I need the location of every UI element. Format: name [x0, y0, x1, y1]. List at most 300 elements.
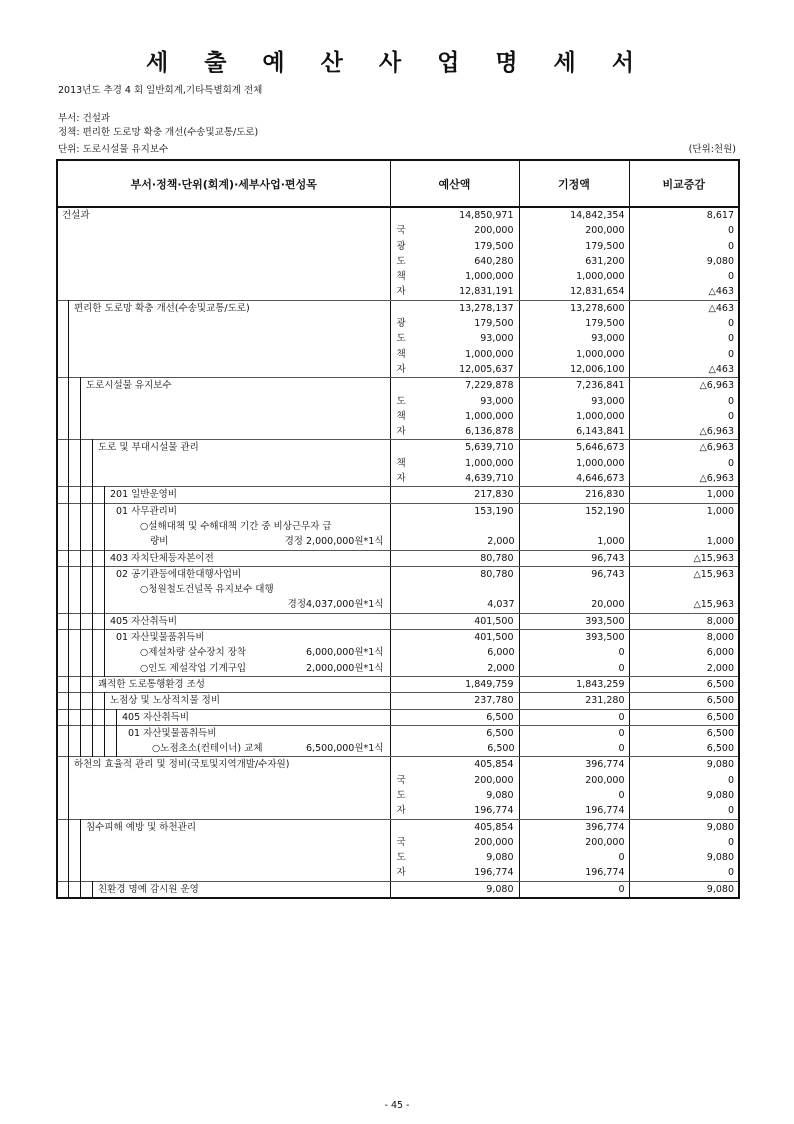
row-label: 건설과: [62, 210, 90, 221]
detail-spacer: [520, 582, 629, 597]
row-label-cell: [57, 566, 390, 613]
table-row: [57, 676, 739, 692]
difference-value: 9,080: [706, 852, 734, 864]
previous-cell: [519, 819, 629, 881]
previous-value: 12,831,654: [570, 286, 625, 298]
difference-value: 6,500: [706, 727, 734, 739]
fund-code: 자: [396, 426, 406, 438]
header-difference: 비교증감: [629, 160, 739, 207]
page-title: 세 출 예 산 사 업 명 세 서: [145, 50, 649, 76]
previous-value: 216,830: [585, 489, 625, 501]
previous-value: 231,280: [585, 695, 625, 707]
row-label-cell: [57, 613, 390, 629]
detail-amount-formula: 2,000,000원*1식: [306, 662, 384, 674]
detail-text: ○인도 제설작업 기계구입: [140, 662, 247, 674]
budget-value: 9,080: [486, 852, 514, 864]
detail-value: 1,000: [706, 536, 734, 548]
table-row: [57, 487, 739, 503]
row-label: 편리한 도로망 확충 개선(수송및교통/도로): [74, 302, 250, 314]
detail-spacer: [391, 519, 519, 534]
fund-line: [391, 803, 519, 818]
fund-code: 국: [396, 225, 406, 237]
previous-value: 12,006,100: [570, 363, 625, 375]
previous-value: 96,743: [591, 568, 625, 580]
difference-value: 0: [727, 271, 734, 283]
table-row: [57, 881, 739, 898]
difference-value: 0: [727, 867, 734, 879]
previous-cell: [519, 566, 629, 613]
detail-spacer: [630, 582, 739, 597]
detail-value: 0: [618, 662, 625, 674]
row-label-cell: [57, 757, 390, 819]
detail-text: ○설해대책 및 수해대책 기간 중 비상근무자 급: [140, 520, 332, 532]
difference-cell: [629, 550, 739, 566]
budget-value: 179,500: [474, 240, 514, 252]
detail-spacer: [391, 582, 519, 597]
budget-value: 200,000: [474, 225, 514, 237]
previous-value: 152,190: [585, 505, 625, 517]
row-detail: [58, 534, 390, 549]
difference-value: △463: [708, 286, 734, 298]
table-header-row: [57, 160, 739, 207]
unit-note: (단위:천원): [688, 144, 736, 155]
previous-value: 196,774: [585, 867, 625, 879]
difference-value: 9,080: [706, 255, 734, 267]
budget-cell: [390, 676, 519, 692]
budget-value: 7,229,878: [465, 380, 514, 392]
row-label-cell: [57, 487, 390, 503]
fund-line: [391, 487, 519, 502]
table-row: [57, 819, 739, 881]
detail-value: 20,000: [591, 599, 625, 611]
page-number: - 45 -: [384, 1100, 410, 1111]
detail-text: ○제설차량 살수장치 장착: [140, 647, 247, 659]
budget-value: 5,639,710: [465, 442, 514, 454]
fund-code: 책: [396, 271, 406, 283]
difference-value: 0: [727, 395, 734, 407]
row-label: 쾌적한 도로통행환경 조성: [98, 678, 205, 690]
row-label-cell: [57, 725, 390, 757]
difference-cell: [629, 881, 739, 898]
table-row: [57, 693, 739, 709]
header-previous: 기정액: [519, 160, 629, 207]
detail-value: 2,000: [487, 662, 515, 674]
difference-cell: [629, 487, 739, 503]
subtitle: 2013년도 추경 4 회 일반회계,기타특별회계 전체: [58, 85, 263, 96]
row-detail: [58, 519, 390, 534]
header-category: 부서·정책·단위(회계)·세부사업·편성목: [57, 160, 390, 207]
budget-value: 196,774: [474, 805, 514, 817]
previous-value: 1,000,000: [576, 457, 625, 469]
fund-line: [391, 316, 519, 331]
fund-line: [391, 471, 519, 486]
difference-value: 9,080: [706, 789, 734, 801]
table-row: [57, 613, 739, 629]
detail-text: 량비: [150, 536, 169, 548]
difference-cell: [629, 378, 739, 440]
fund-line: [391, 551, 519, 566]
budget-value: 405,854: [474, 759, 514, 771]
difference-cell: [629, 819, 739, 881]
budget-table: [56, 159, 740, 899]
fund-line: [391, 820, 519, 835]
fund-line: [391, 865, 519, 880]
previous-cell: [519, 709, 629, 725]
budget-value: 14,850,971: [459, 210, 514, 221]
difference-cell: [629, 566, 739, 613]
fund-line: [391, 773, 519, 788]
row-label: 403 자치단체등자본이전: [110, 552, 214, 564]
fund-line: [391, 882, 519, 897]
previous-value: 179,500: [585, 240, 625, 252]
difference-value: △6,963: [699, 426, 734, 438]
detail-text: ○노점초소(컨테이너) 교체: [152, 743, 263, 755]
budget-cell: [390, 613, 519, 629]
difference-cell: [629, 725, 739, 757]
fund-line: [391, 710, 519, 725]
detail-value: 6,500: [706, 743, 734, 755]
fund-line: [391, 630, 519, 645]
previous-cell: [519, 440, 629, 487]
difference-cell: [629, 440, 739, 487]
budget-value: 13,278,137: [459, 302, 514, 314]
row-label: 도로 및 부대시설물 관리: [98, 442, 199, 454]
row-label-cell: [57, 693, 390, 709]
fund-line: [391, 347, 519, 362]
budget-cell: [390, 550, 519, 566]
row-detail: [58, 582, 390, 597]
difference-cell: [629, 300, 739, 377]
fund-line: [391, 850, 519, 865]
difference-value: △6,963: [699, 442, 734, 454]
difference-value: 0: [727, 240, 734, 252]
difference-value: 0: [727, 774, 734, 786]
previous-cell: [519, 725, 629, 757]
detail-amount-formula: 경정 2,000,000원*1식: [284, 536, 384, 548]
budget-value: 12,005,637: [459, 363, 514, 375]
row-label: 405 자산취득비: [110, 615, 178, 627]
fund-code: 자: [396, 867, 406, 879]
previous-cell: [519, 757, 629, 819]
budget-cell: [390, 207, 519, 300]
budget-value: 200,000: [474, 774, 514, 786]
table-row: [57, 709, 739, 725]
table-row: [57, 503, 739, 550]
difference-cell: [629, 630, 739, 677]
fund-line: [391, 254, 519, 269]
budget-value: 200,000: [474, 836, 514, 848]
fund-line: [391, 269, 519, 284]
table-row: [57, 207, 739, 300]
difference-cell: [629, 709, 739, 725]
detail-value: 2,000: [706, 662, 734, 674]
budget-cell: [390, 300, 519, 377]
previous-value: 393,500: [585, 615, 625, 627]
difference-value: 1,000: [706, 505, 734, 517]
difference-value: 8,000: [706, 632, 734, 644]
table-row: [57, 725, 739, 757]
detail-value: 1,000: [597, 536, 625, 548]
dept-line: 부서: 건설과: [58, 113, 111, 124]
row-detail: [58, 741, 390, 756]
budget-cell: [390, 881, 519, 898]
table-row: [57, 630, 739, 677]
detail-amount-formula: 6,500,000원*1식: [306, 743, 384, 755]
budget-cell: [390, 819, 519, 881]
previous-value: 96,743: [591, 552, 625, 564]
detail-value: 6,000: [706, 647, 734, 659]
budget-cell: [390, 378, 519, 440]
previous-value: 196,774: [585, 805, 625, 817]
detail-value: 4,037: [487, 599, 515, 611]
previous-value: 7,236,841: [576, 380, 625, 392]
budget-value: 237,780: [474, 695, 514, 707]
fund-code: 자: [396, 805, 406, 817]
budget-value: 1,000,000: [465, 457, 514, 469]
difference-value: 0: [727, 225, 734, 237]
fund-line: [391, 440, 519, 455]
row-label-cell: [57, 676, 390, 692]
previous-cell: [519, 630, 629, 677]
difference-value: 6,500: [706, 711, 734, 723]
previous-value: 0: [618, 711, 625, 723]
row-label: 침수피해 예방 및 하천관리: [86, 821, 197, 833]
difference-value: 0: [727, 457, 734, 469]
previous-value: 396,774: [585, 759, 625, 771]
fund-code: 국: [396, 836, 406, 848]
fund-line: [391, 301, 519, 316]
detail-value: 0: [618, 647, 625, 659]
difference-cell: [629, 676, 739, 692]
previous-value: 0: [618, 789, 625, 801]
previous-value: 393,500: [585, 632, 625, 644]
difference-value: △15,963: [693, 552, 734, 564]
previous-value: 5,646,673: [576, 442, 625, 454]
fund-line: [391, 757, 519, 772]
previous-value: 179,500: [585, 318, 625, 330]
fund-line: [391, 726, 519, 741]
difference-value: 9,080: [706, 821, 734, 833]
difference-value: △6,963: [699, 473, 734, 485]
difference-cell: [629, 613, 739, 629]
budget-cell: [390, 693, 519, 709]
difference-value: 0: [727, 410, 734, 422]
fund-line: [391, 835, 519, 850]
unit-name-line: 단위: 도로시설물 유지보수: [58, 144, 169, 155]
header-budget: 예산액: [390, 160, 519, 207]
difference-cell: [629, 503, 739, 550]
previous-value: 200,000: [585, 836, 625, 848]
table-row: [57, 440, 739, 487]
previous-cell: [519, 550, 629, 566]
difference-value: 6,500: [706, 695, 734, 707]
fund-line: [391, 409, 519, 424]
fund-code: 책: [396, 457, 406, 469]
difference-value: △6,963: [699, 380, 734, 392]
row-label: 201 일반운영비: [110, 489, 178, 501]
row-label: 02 공기관등에대한대행사업비: [116, 568, 242, 580]
row-label-cell: [57, 630, 390, 677]
fund-line: [391, 424, 519, 439]
budget-cell: [390, 630, 519, 677]
budget-value: 9,080: [486, 883, 514, 895]
previous-cell: [519, 300, 629, 377]
budget-value: 405,854: [474, 821, 514, 833]
budget-value: 196,774: [474, 867, 514, 879]
row-label-cell: [57, 300, 390, 377]
row-label-cell: [57, 550, 390, 566]
table-row: [57, 550, 739, 566]
fund-line: [391, 504, 519, 519]
detail-amount-formula: 경정4,037,000원*1식: [287, 599, 384, 611]
fund-code: 자: [396, 473, 406, 485]
previous-cell: [519, 487, 629, 503]
row-detail: [58, 661, 390, 676]
budget-value: 9,080: [486, 789, 514, 801]
previous-cell: [519, 693, 629, 709]
difference-value: 0: [727, 333, 734, 345]
fund-code: 도: [396, 789, 406, 801]
row-label-cell: [57, 207, 390, 300]
difference-cell: [629, 757, 739, 819]
fund-line: [391, 223, 519, 238]
budget-value: 6,136,878: [465, 426, 514, 438]
difference-cell: [629, 693, 739, 709]
row-label-cell: [57, 378, 390, 440]
detail-value: 0: [618, 743, 625, 755]
budget-value: 93,000: [480, 333, 514, 345]
row-label-cell: [57, 709, 390, 725]
budget-value: 1,000,000: [465, 348, 514, 360]
previous-value: 396,774: [585, 821, 625, 833]
budget-cell: [390, 725, 519, 757]
fund-code: 도: [396, 255, 406, 267]
fund-code: 자: [396, 286, 406, 298]
budget-cell: [390, 709, 519, 725]
previous-value: 6,143,841: [576, 426, 625, 438]
fund-code: 광: [396, 240, 406, 252]
row-label: 노점상 및 노상적치물 정비: [110, 695, 221, 707]
table-row: [57, 757, 739, 819]
row-label-cell: [57, 881, 390, 898]
difference-value: 0: [727, 805, 734, 817]
previous-cell: [519, 207, 629, 300]
budget-value: 80,780: [480, 552, 514, 564]
row-label: 01 자산및물품취득비: [116, 632, 205, 644]
difference-value: 6,500: [706, 678, 734, 690]
previous-value: 0: [618, 852, 625, 864]
fund-line: [391, 567, 519, 582]
budget-value: 179,500: [474, 318, 514, 330]
previous-value: 4,646,673: [576, 473, 625, 485]
previous-value: 14,842,354: [570, 210, 625, 221]
fund-code: 도: [396, 333, 406, 345]
fund-code: 책: [396, 348, 406, 360]
row-label: 도로시설물 유지보수: [86, 380, 172, 392]
fund-code: 책: [396, 410, 406, 422]
fund-line: [391, 394, 519, 409]
budget-cell: [390, 487, 519, 503]
difference-value: 9,080: [706, 883, 734, 895]
budget-value: 1,849,759: [465, 678, 514, 690]
fund-code: 자: [396, 363, 406, 375]
detail-value: 6,500: [487, 743, 515, 755]
fund-line: [391, 331, 519, 346]
budget-value: 1,000,000: [465, 271, 514, 283]
fund-line: [391, 693, 519, 708]
previous-value: 0: [618, 727, 625, 739]
budget-value: 12,831,191: [459, 286, 514, 298]
previous-value: 93,000: [591, 395, 625, 407]
difference-value: 0: [727, 836, 734, 848]
previous-cell: [519, 881, 629, 898]
difference-value: 1,000: [706, 489, 734, 501]
previous-value: 200,000: [585, 225, 625, 237]
row-label-cell: [57, 503, 390, 550]
fund-line: [391, 677, 519, 692]
difference-value: △463: [708, 302, 734, 314]
budget-value: 217,830: [474, 489, 514, 501]
table-row: [57, 566, 739, 613]
detail-value: 2,000: [487, 536, 515, 548]
previous-cell: [519, 503, 629, 550]
row-label: 01 사무관리비: [116, 505, 177, 517]
difference-cell: [629, 207, 739, 300]
budget-value: 1,000,000: [465, 410, 514, 422]
table-row: [57, 378, 739, 440]
previous-value: 1,843,259: [576, 678, 625, 690]
difference-value: △463: [708, 363, 734, 375]
difference-value: 0: [727, 318, 734, 330]
row-label: 01 자산및물품취득비: [128, 727, 217, 739]
previous-value: 1,000,000: [576, 271, 625, 283]
difference-value: 8,000: [706, 615, 734, 627]
previous-cell: [519, 613, 629, 629]
budget-value: 4,639,710: [465, 473, 514, 485]
row-detail: [58, 645, 390, 660]
previous-value: 1,000,000: [576, 348, 625, 360]
budget-cell: [390, 440, 519, 487]
budget-value: 6,500: [486, 727, 514, 739]
fund-line: [391, 362, 519, 377]
row-detail: [58, 597, 390, 612]
budget-value: 401,500: [474, 615, 514, 627]
budget-value: 401,500: [474, 632, 514, 644]
fund-line: [391, 614, 519, 629]
previous-value: 13,278,600: [570, 302, 625, 314]
previous-value: 93,000: [591, 333, 625, 345]
previous-cell: [519, 378, 629, 440]
policy-line: 정책: 편리한 도로망 확충 개선(수송및교통/도로): [58, 127, 259, 138]
difference-value: 8,617: [706, 210, 734, 221]
row-label: 405 자산취득비: [122, 711, 190, 723]
fund-code: 광: [396, 318, 406, 330]
budget-value: 153,190: [474, 505, 514, 517]
budget-cell: [390, 757, 519, 819]
fund-code: 국: [396, 774, 406, 786]
detail-amount-formula: 6,000,000원*1식: [306, 647, 384, 659]
detail-text: ○청원철도건널목 유지보수 대행: [140, 584, 274, 596]
previous-value: 0: [618, 883, 625, 895]
fund-line: [391, 284, 519, 299]
difference-value: △15,963: [693, 568, 734, 580]
previous-value: 1,000,000: [576, 410, 625, 422]
row-label-cell: [57, 819, 390, 881]
fund-line: [391, 378, 519, 393]
detail-value: △15,963: [693, 599, 734, 611]
detail-spacer: [520, 519, 629, 534]
previous-value: 631,200: [585, 255, 625, 267]
